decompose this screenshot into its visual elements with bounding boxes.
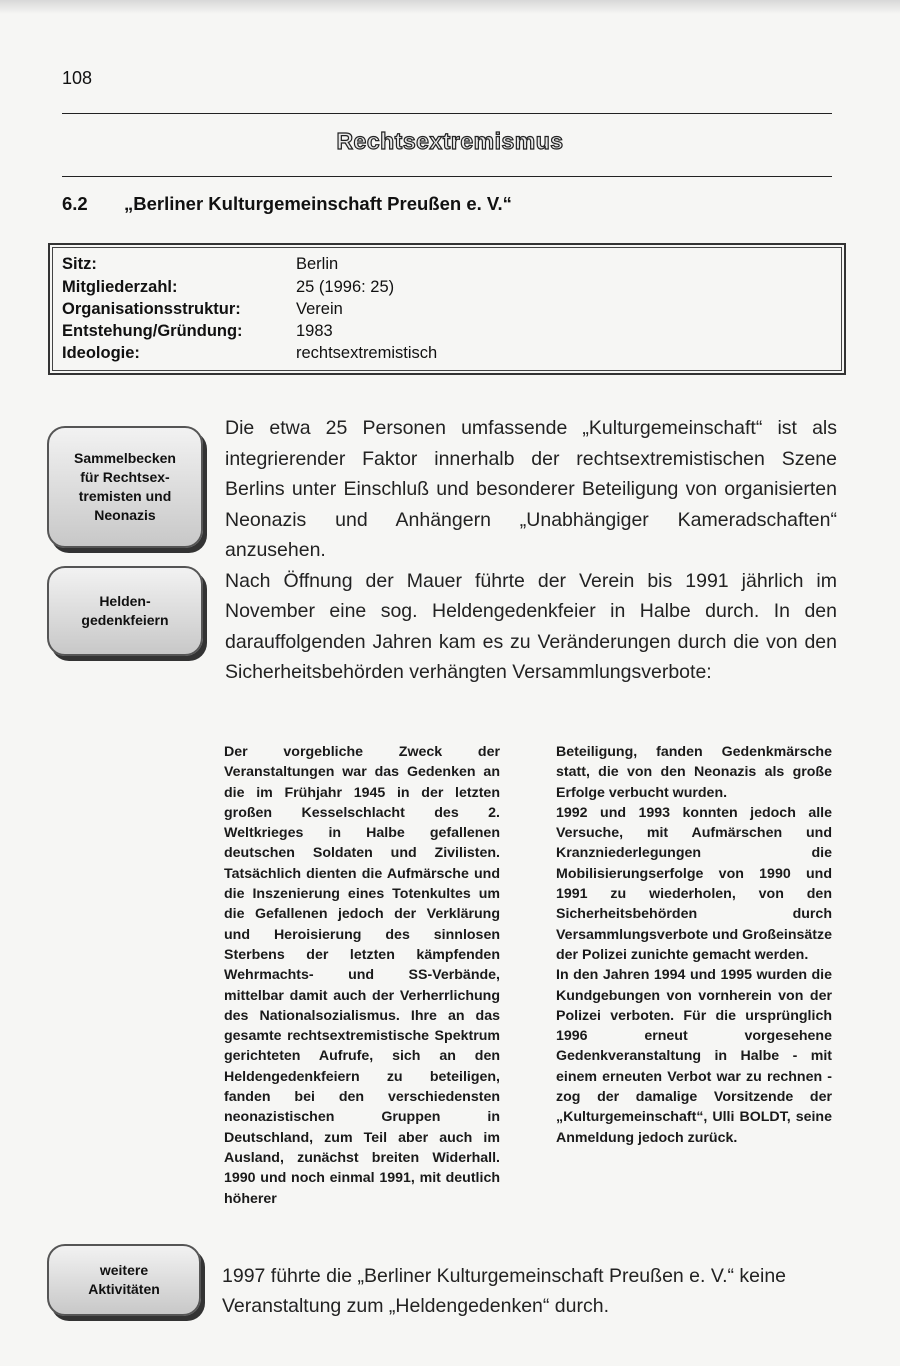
margin-note-line: Aktivitäten [88,1281,160,1297]
info-key: Sitz: [62,255,97,273]
paragraph: Beteiligung, fanden Gedenkmärsche statt, die von den Neonazis als große Erfolge verbucht wurden. [556,744,832,801]
running-head: Rechtsextremismus [336,128,564,154]
paragraph: Die etwa 25 Personen umfassende „Kulturgemeinschaft“ ist als integrierender Faktor innerhalb der rechtsextremistischen Szene Berlins unter Einschluß und besonderer Beteiligung von organisierten Neonazis und Anhängern „Unabhängiger Kameradschaften“ anzusehen. [225,417,837,561]
intro-text [225,413,837,688]
info-key: Organisationsstruktur: [62,300,241,318]
info-key: Ideologie: [62,344,140,362]
scan-edge [0,0,900,14]
page-number: 108 [62,68,93,88]
quote-column-left [224,742,500,1209]
margin-note-line: weitere [99,1262,149,1278]
margin-note-weitere-aktivitaeten [47,1244,201,1316]
info-value: 25 (1996: 25) [296,278,395,296]
paragraph: 1997 führte die „Berliner Kulturgemeinschaft Preußen e. V.“ keine Veranstaltung zum „Heldengedenken“ durch. [222,1265,787,1317]
info-value: rechtsextremistisch [296,344,438,362]
quote-column-right [556,742,832,1148]
section-title: „Berliner Kulturgemeinschaft Preußen e. V.“ [124,193,512,214]
margin-note-line: Helden- [99,593,151,609]
paragraph: Der vorgebliche Zweck der Veranstaltungen war das Gedenken an die im Frühjahr 1945 in der letzten großen Kesselschlacht des 2. Weltkrieges in Halbe gefallenen deutschen Soldaten und Zivilisten. Tatsächlich dienten die Aufmärsche und die Inszenierung eines Totenkultes um die Gefallenen jedoch der Verklärung und Heroisierung des sinnlosen Sterbens der letzten kämpfenden Wehrmachts- und SS-Verbände, mittelbar damit auch der Verherrlichung des Nationalsozialismus. Ihre an das gesamte rechtsextremistische Spektrum gerichteten Aufrufe, sich an den Heldengedenkfeiern zu beteiligen, fanden bei den verschiedensten neonazistischen Gruppen in Deutschland, zum Teil aber auch im Ausland, zunächst breiten Widerhall. 1990 und noch einmal 1991, mit deutlich höherer [224,744,500,1207]
outro-text [222,1261,842,1321]
paragraph: 1992 und 1993 konnten jedoch alle Versuche, mit Aufmärschen und Kranzniederlegungen die Mobilisierungserfolge von 1990 und 1991 zu wiederholen, von den Sicherheitsbehörden durch Versammlungsverbote und Großeinsätze der Polizei zunichte gemacht werden. [556,804,832,963]
info-value: 1983 [296,322,333,340]
info-value: Berlin [296,255,339,273]
header-rule-bottom [62,176,832,177]
info-value: Verein [296,300,343,318]
margin-note-heldengedenkfeiern [47,566,203,656]
info-key: Mitgliederzahl: [62,278,178,296]
info-key: Entstehung/Gründung: [62,322,243,340]
margin-note-line: gedenkfeiern [81,612,169,628]
margin-note-line: für Rechtsex- [80,469,170,485]
header-rule-top [62,113,832,114]
paragraph: Nach Öffnung der Mauer führte der Verein bis 1991 jährlich im November eine sog. Heldengedenkfeier in Halbe durch. In den darauffolgenden Jahren kam es zu Veränderungen durch die von den Sicherheitsbehörden verhängten Versammlungsverbote: [225,569,837,683]
paragraph: In den Jahren 1994 und 1995 wurden die Kundgebungen von vornherein von der Polizei verboten. Für die ursprünglich 1996 erneut vorgesehene Gedenkveranstaltung in Halbe - mit einem erneuten Verbot war zu rechnen - zog der damalige Vorsitzende der „Kulturgemeinschaft“, Ulli BOLDT, seine Anmeldung jedoch zurück. [556,967,832,1146]
section-heading [62,193,512,215]
section-number: 6.2 [62,193,88,214]
margin-note-line: Neonazis [94,507,156,523]
margin-note-sammelbecken [47,426,203,548]
margin-note-line: Sammelbecken [74,450,176,466]
margin-note-line: tremisten und [78,488,172,504]
